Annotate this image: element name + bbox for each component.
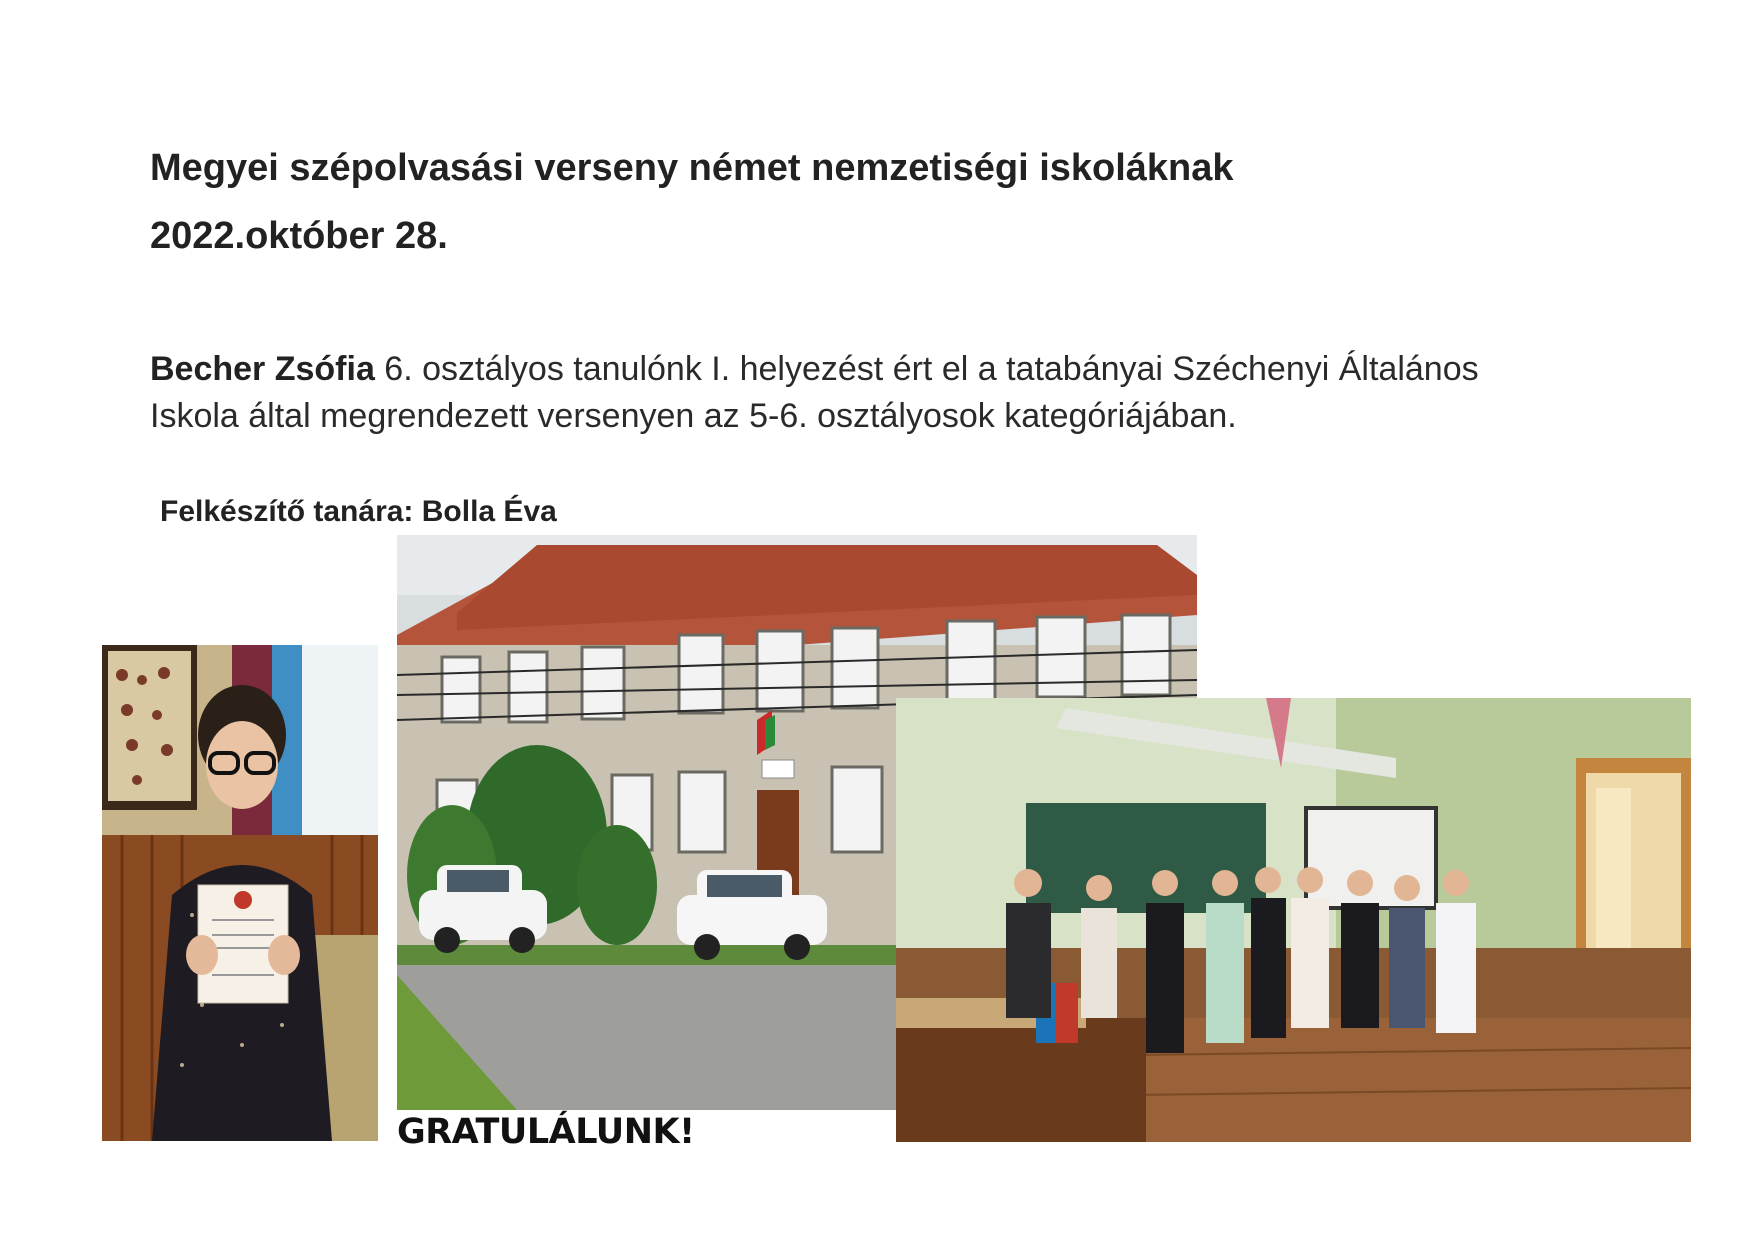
teacher-credit: Felkészítő tanára: Bolla Éva xyxy=(160,495,557,528)
congratulations-text: GRATULÁLUNK! xyxy=(397,1112,695,1152)
student-photo xyxy=(102,645,378,1141)
page-title: Megyei szépolvasási verseny német nemzetiségi iskoláknak xyxy=(150,147,1234,189)
event-date: 2022.október 28. xyxy=(150,215,448,257)
ceremony-photo xyxy=(896,698,1691,1142)
announcement-text-line2: Iskola által megrendezett versenyen az 5-6. osztályosok kategóriájában. xyxy=(150,397,1237,435)
announcement-text-line1: 6. osztályos tanulónk I. helyezést ért el a tatabányai Széchenyi Általános xyxy=(374,350,1479,388)
student-name: Becher Zsófia xyxy=(150,350,375,388)
announcement-paragraph xyxy=(150,346,1650,440)
